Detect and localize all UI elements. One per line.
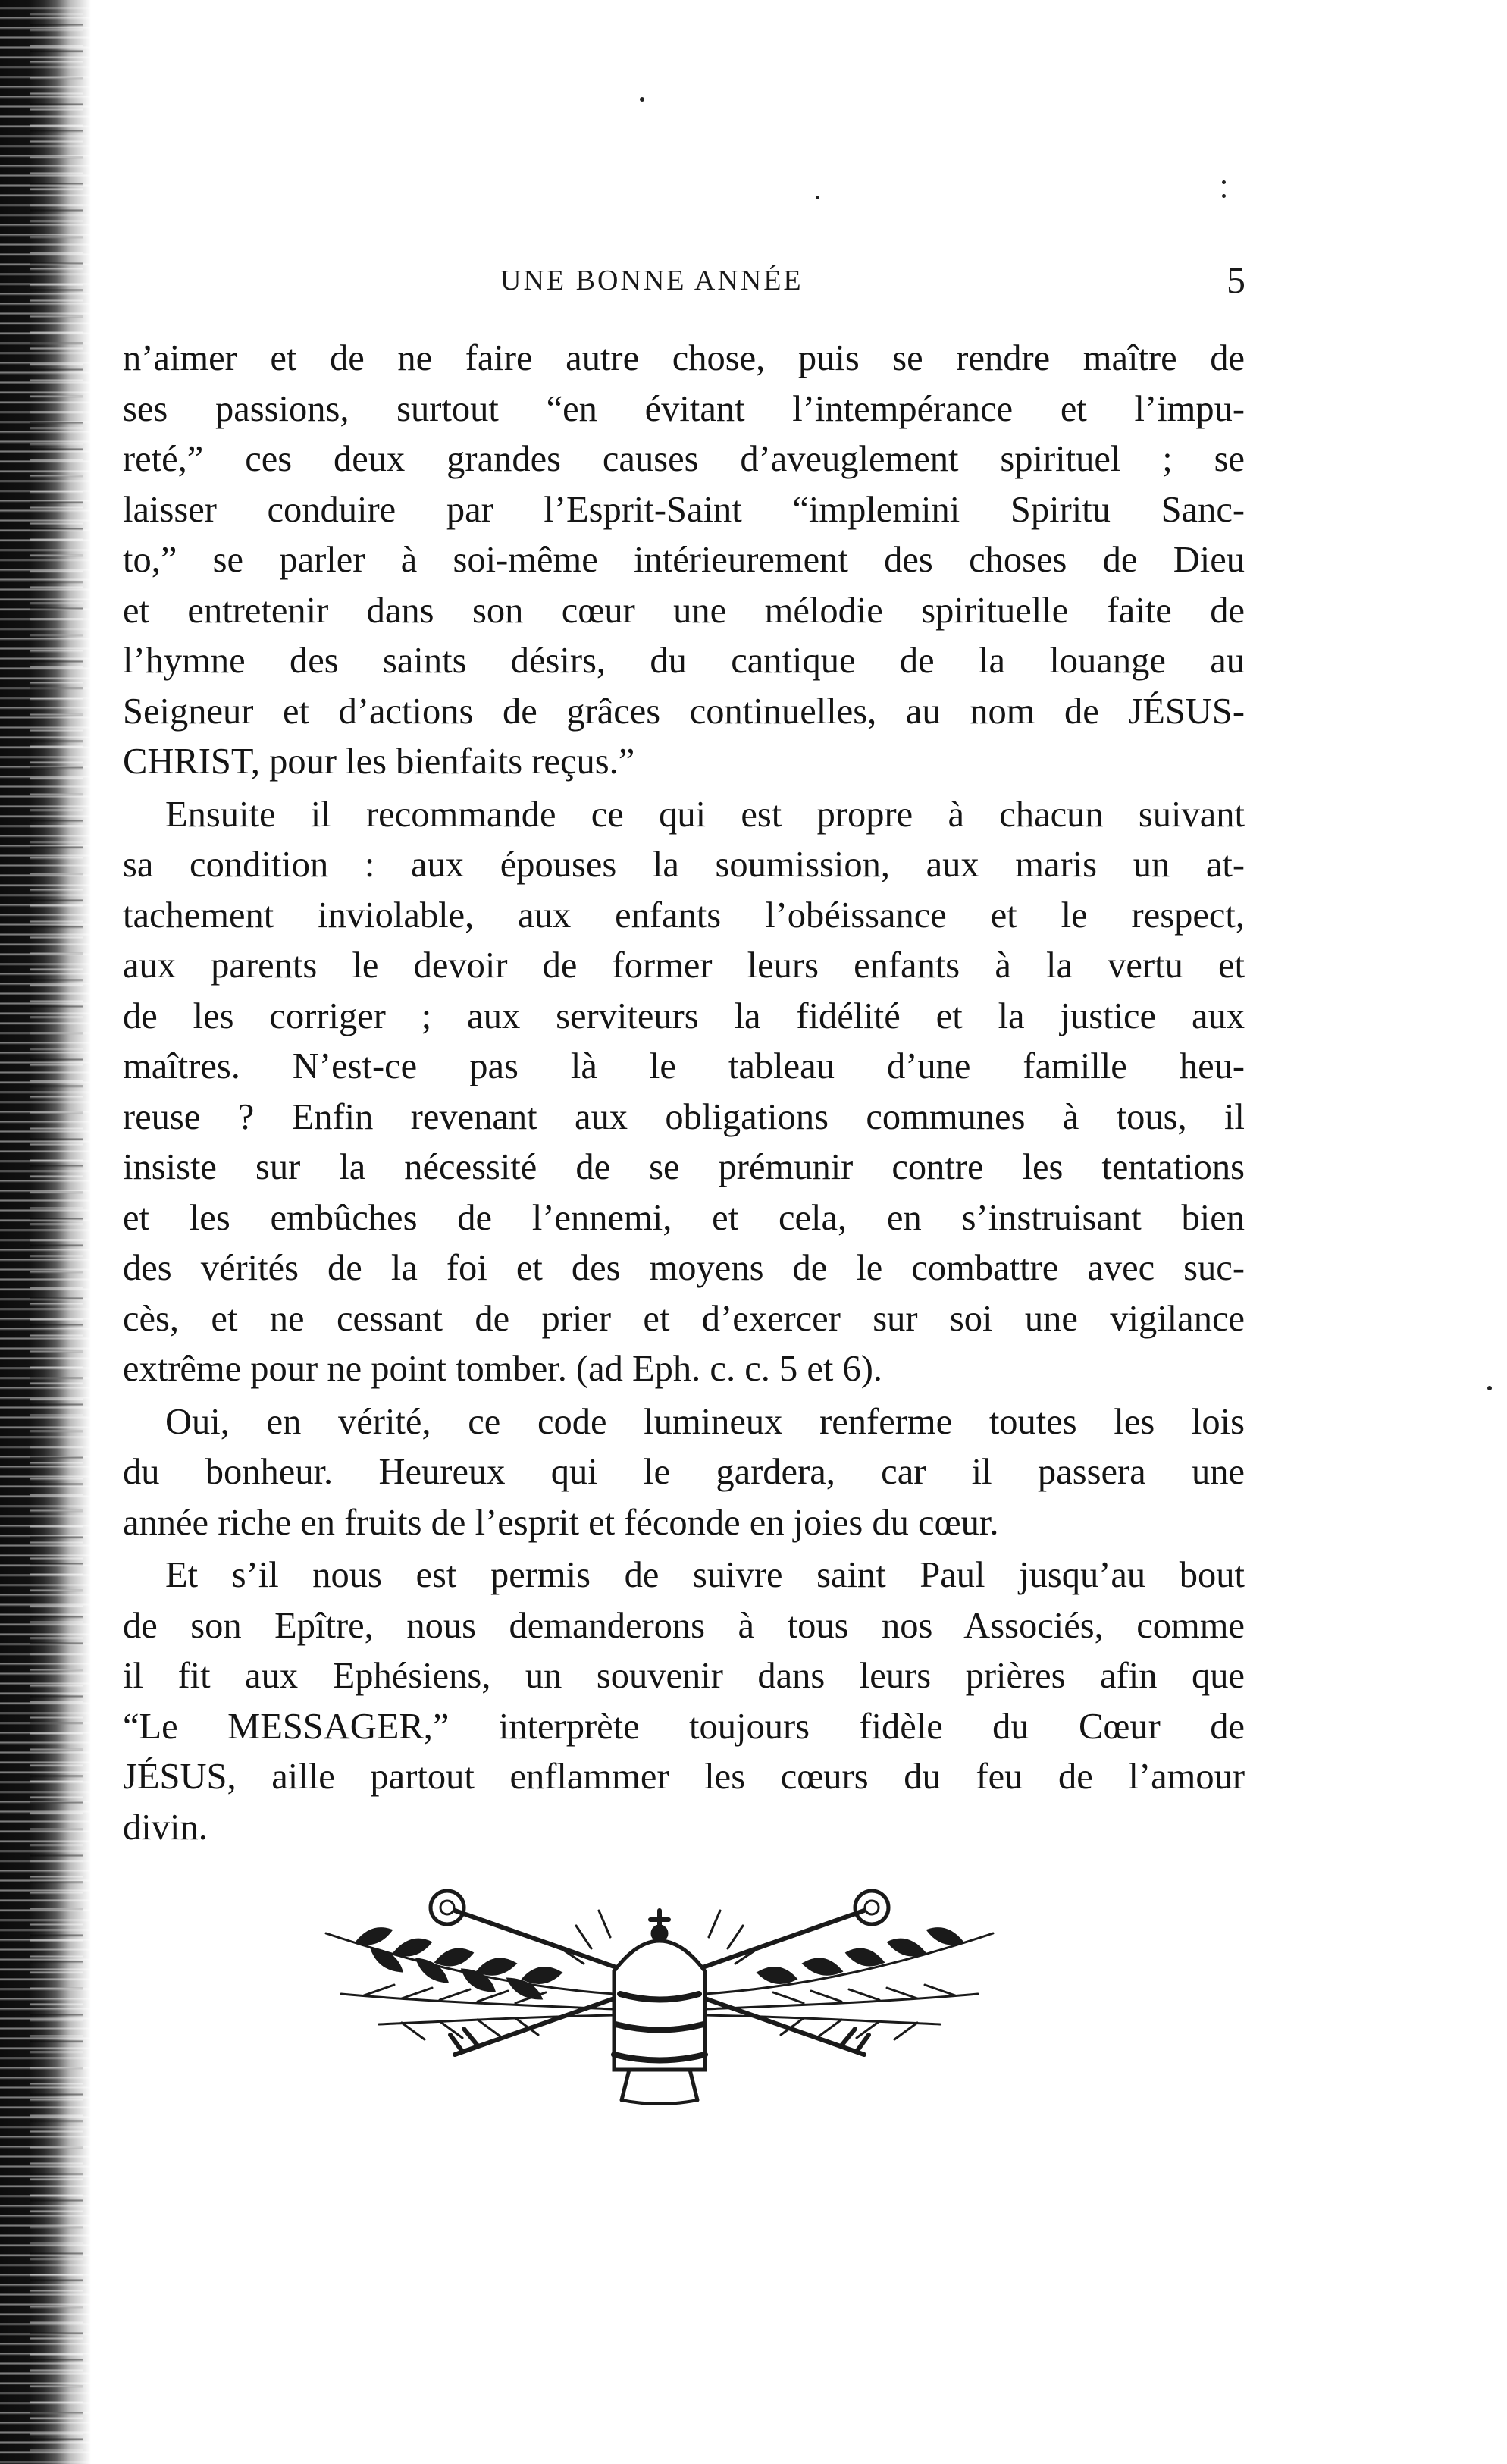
text-line: “Le MESSAGER,” interprète toujours fidèle du Cœur de [123, 1706, 1245, 1747]
text-line: de les corriger ; aux serviteurs la fidélité et la justice aux [123, 995, 1245, 1036]
body-text [123, 334, 1245, 1853]
scan-speck [1487, 1386, 1492, 1390]
text-line: cès, et ne cessant de prier et d’exercer sur soi une vigilance [123, 1298, 1245, 1339]
paragraph [123, 790, 1245, 1395]
text-line: aux parents le devoir de former leurs enfants à la vertu et [123, 945, 1245, 986]
text-line: JÉSUS, aille partout enflammer les cœurs du feu de l’amour [123, 1757, 1245, 1797]
text-line: Oui, en vérité, ce code lumineux renferme toutes les lois [165, 1401, 1245, 1442]
scan-speck [1222, 180, 1226, 184]
text-line: insiste sur la nécessité de se prémunir contre les tentations [123, 1147, 1245, 1187]
paragraph [123, 1550, 1245, 1853]
text-line: et entretenir dans son cœur une mélodie spirituelle faite de [123, 590, 1245, 631]
text-line: année riche en fruits de l’esprit et féconde en joies du cœur. [123, 1502, 999, 1543]
running-head: UNE BONNE ANNÉE [500, 265, 804, 296]
text-line: Et s’il nous est permis de suivre saint Paul jusqu’au bout [165, 1555, 1245, 1595]
text-line: de son Epître, nous demanderons à tous nos Associés, comme [123, 1605, 1245, 1646]
text-line: to,” se parler à soi-même intérieurement des choses de Dieu [123, 540, 1245, 580]
text-line: n’aimer et de ne faire autre chose, puis se rendre maître de [123, 338, 1245, 378]
paragraph [123, 1397, 1245, 1549]
text-line: et les embûches de l’ennemi, et cela, en s’instruisant bien [123, 1197, 1245, 1238]
text-line: maîtres. N’est-ce pas là le tableau d’une famille heu- [123, 1046, 1245, 1086]
scan-speck [640, 97, 644, 102]
text-line: du bonheur. Heureux qui le gardera, car il passera une [123, 1452, 1245, 1492]
text-line: laisser conduire par l’Esprit-Saint “implemini Spiritu Sanc- [123, 489, 1245, 530]
text-line: Ensuite il recommande ce qui est propre à chacun suivant [165, 794, 1245, 835]
scan-speck [816, 196, 819, 199]
page-number: 5 [1227, 259, 1245, 301]
text-line: tachement inviolable, aux enfants l’obéissance et le respect, [123, 895, 1245, 936]
text-line: il fit aux Ephésiens, un souvenir dans leurs prières afin que [123, 1656, 1245, 1696]
scan-speck [1222, 194, 1226, 198]
text-line: Seigneur et d’actions de grâces continuelles, au nom de JÉSUS- [123, 691, 1245, 732]
text-line: l’hymne des saints désirs, du cantique de la louange au [123, 641, 1245, 681]
text-line: CHRIST, pour les bienfaits reçus.” [123, 741, 635, 782]
text-line: extrême pour ne point tomber. (ad Eph. c. c. 5 et 6). [123, 1349, 883, 1389]
text-line: des vérités de la foi et des moyens de le combattre avec suc- [123, 1248, 1245, 1288]
scan-gutter-noise [30, 0, 83, 2464]
text-line: sa condition : aux épouses la soumission, aux maris un at- [123, 845, 1245, 885]
papal-tiara-crossed-keys-laurel-ornament-icon [311, 1880, 1008, 2108]
text-line: ses passions, surtout “en évitant l’intempérance et l’impu- [123, 388, 1245, 429]
paragraph [123, 334, 1245, 788]
text-line: divin. [123, 1807, 208, 1848]
text-line: reuse ? Enfin revenant aux obligations communes à tous, il [123, 1096, 1245, 1137]
text-line: reté,” ces deux grandes causes d’aveuglement spirituel ; se [123, 439, 1245, 479]
